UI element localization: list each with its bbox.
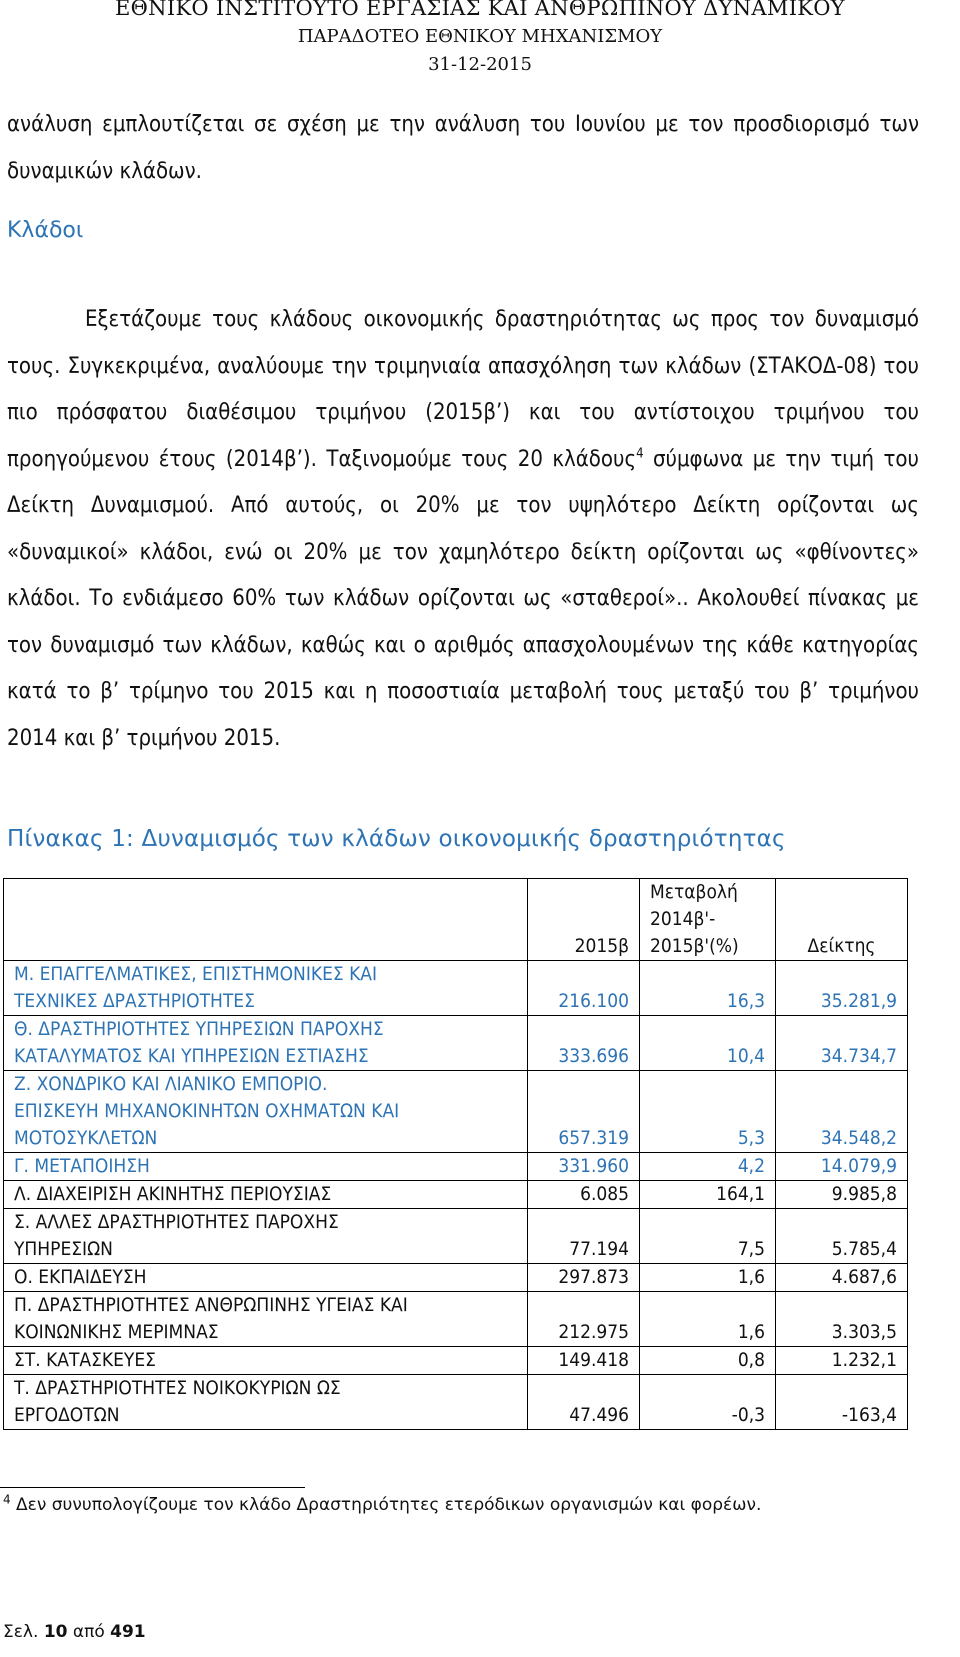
- cell-sector: [4, 1181, 528, 1209]
- cell-index: 14.079,9: [776, 1153, 908, 1181]
- cell-index: 4.687,6: [776, 1264, 908, 1292]
- page-number: [3, 1622, 146, 1642]
- cell-change-percent: 1,6: [640, 1292, 776, 1347]
- cell-index: 9.985,8: [776, 1181, 908, 1209]
- cell-sector: [4, 1016, 528, 1071]
- cell-sector: [4, 1375, 528, 1430]
- cell-index: -163,4: [776, 1375, 908, 1430]
- intro-paragraph: ανάλυση εμπλουτίζεται σε σχέση με την ανάλυση του Ιουνίου με τον προσδιορισμό των δυναμικών κλάδων.: [7, 112, 919, 184]
- header-change-line3: 2015β'(%): [650, 935, 739, 957]
- header-index: Δείκτης: [776, 879, 908, 961]
- sector-name-line1: Ζ. ΧΟΝΔΡΙΚΟ ΚΑΙ ΛΙΑΝΙΚΟ ΕΜΠΟΡΙΟ.: [14, 1073, 328, 1095]
- cell-value-2015b: 6.085: [528, 1181, 640, 1209]
- main-paragraph-part1: Εξετάζουμε τους κλάδους οικονομικής δραστηριότητας ως προς τον δυναμισμό τους. Συγκεκριμένα, αναλύουμε την τριμηνιαία απασχόληση των κλάδων (ΣΤΑΚΟΔ-08) του πιο πρόσφατου διαθέσιμου τριμήνου (2015β’) και του αντίστοιχου τριμήνου του προηγούμενου έτους (2014β’). Ταξινομούμε τους 20 κλάδους: [7, 307, 919, 472]
- cell-change-percent: 10,4: [640, 1016, 776, 1071]
- cell-change-percent: 5,3: [640, 1071, 776, 1153]
- header-deliverable: ΠΑΡΑΔΟΤΕΟ ΕΘΝΙΚΟΥ ΜΗΧΑΝΙΣΜΟΥ: [297, 26, 663, 47]
- page-total: 491: [110, 1622, 146, 1642]
- footnote: [3, 1492, 762, 1515]
- sector-name-line2: ΚΟΙΝΩΝΙΚΗΣ ΜΕΡΙΜΝΑΣ: [14, 1321, 219, 1343]
- cell-value-2015b: 297.873: [528, 1264, 640, 1292]
- footnote-divider: [0, 1487, 305, 1488]
- cell-value-2015b: 333.696: [528, 1016, 640, 1071]
- sector-name-line1: Γ. ΜΕΤΑΠΟΙΗΣΗ: [14, 1155, 150, 1177]
- cell-sector: [4, 1071, 528, 1153]
- cell-change-percent: 4,2: [640, 1153, 776, 1181]
- table-row: [4, 1292, 908, 1347]
- table-row: [4, 1209, 908, 1264]
- sector-name-line2: ΚΑΤΑΛΥΜΑΤΟΣ ΚΑΙ ΥΠΗΡΕΣΙΩΝ ΕΣΤΙΑΣΗΣ: [14, 1045, 369, 1067]
- table-row: [4, 1375, 908, 1430]
- sectors-table: [3, 878, 908, 1430]
- section-heading: Κλάδοι: [7, 218, 84, 243]
- sector-name-line1: ΣΤ. ΚΑΤΑΣΚΕΥΕΣ: [14, 1349, 156, 1371]
- footnote-text: Δεν συνυπολογίζουμε τον κλάδο Δραστηριότητες ετερόδικων οργανισμών και φορέων.: [10, 1495, 762, 1515]
- header-change-line1: Μεταβολή: [650, 881, 738, 903]
- table-row: [4, 1016, 908, 1071]
- header-year: 2015β: [528, 879, 640, 961]
- main-paragraph-part2: σύμφωνα με την τιμή του Δείκτη Δυναμισμού. Από αυτούς, οι 20% με τον υψηλότερο Δείκτη ορίζονται ως «δυναμικοί» κλάδοι, ενώ οι 20% με τον χαμηλότερο δείκτη ορίζονται ως «φθίνοντες» κλάδοι. Το ενδιάμεσο 60% των κλάδων ορίζονται ως «σταθεροί».. Ακολουθεί πίνακας με τον δυναμισμό των κλάδων, καθώς και ο αριθμός απασχολουμένων της κάθε κατηγορίας κατά το β’ τρίμηνο του 2015 και η ποσοστιαία μεταβολή τους μεταξύ του β’ τριμήνου 2014 και β’ τριμήνου 2015.: [7, 446, 919, 751]
- sector-name-line1: Ο. ΕΚΠΑΙΔΕΥΣΗ: [14, 1266, 147, 1288]
- cell-change-percent: 0,8: [640, 1347, 776, 1375]
- table-header-row: [4, 879, 908, 961]
- cell-change-percent: 7,5: [640, 1209, 776, 1264]
- cell-value-2015b: 216.100: [528, 961, 640, 1016]
- cell-value-2015b: 149.418: [528, 1347, 640, 1375]
- sector-name-line1: Π. ΔΡΑΣΤΗΡΙΟΤΗΤΕΣ ΑΝΘΡΩΠΙΝΗΣ ΥΓΕΙΑΣ ΚΑΙ: [14, 1294, 408, 1316]
- page-current: 10: [43, 1622, 68, 1642]
- cell-change-percent: 164,1: [640, 1181, 776, 1209]
- sector-name-line3: ΜΟΤΟΣΥΚΛΕΤΩΝ: [14, 1127, 158, 1149]
- cell-sector: [4, 1153, 528, 1181]
- sector-name-line2: ΕΠΙΣΚΕΥΗ ΜΗΧΑΝΟΚΙΝΗΤΩΝ ΟΧΗΜΑΤΩΝ ΚΑΙ: [14, 1100, 400, 1122]
- header-change: [640, 879, 776, 961]
- cell-index: 35.281,9: [776, 961, 908, 1016]
- cell-change-percent: 16,3: [640, 961, 776, 1016]
- cell-sector: [4, 1264, 528, 1292]
- page-of: από: [67, 1622, 111, 1642]
- sector-name-line1: Τ. ΔΡΑΣΤΗΡΙΟΤΗΤΕΣ ΝΟΙΚΟΚΥΡΙΩΝ ΩΣ: [14, 1377, 341, 1399]
- header-date: 31-12-2015: [428, 54, 532, 75]
- header-change-line2: 2014β'-: [650, 908, 716, 930]
- sector-name-line1: Θ. ΔΡΑΣΤΗΡΙΟΤΗΤΕΣ ΥΠΗΡΕΣΙΩΝ ΠΑΡΟΧΗΣ: [14, 1018, 384, 1040]
- cell-index: 1.232,1: [776, 1347, 908, 1375]
- table-row: [4, 1264, 908, 1292]
- cell-value-2015b: 47.496: [528, 1375, 640, 1430]
- cell-index: 3.303,5: [776, 1292, 908, 1347]
- cell-value-2015b: 331.960: [528, 1153, 640, 1181]
- cell-value-2015b: 77.194: [528, 1209, 640, 1264]
- sector-name-line1: Μ. ΕΠΑΓΓΕΛΜΑΤΙΚΕΣ, ΕΠΙΣΤΗΜΟΝΙΚΕΣ ΚΑΙ: [14, 963, 378, 985]
- main-paragraph: [7, 297, 919, 762]
- cell-index: 34.548,2: [776, 1071, 908, 1153]
- footnote-reference[interactable]: 4: [636, 446, 644, 462]
- page-label: Σελ.: [3, 1622, 44, 1642]
- cell-change-percent: -0,3: [640, 1375, 776, 1430]
- cell-value-2015b: 657.319: [528, 1071, 640, 1153]
- table-title: Πίνακας 1: Δυναμισμός των κλάδων οικονομικής δραστηριότητας: [7, 826, 786, 852]
- sector-name-line2: ΥΠΗΡΕΣΙΩΝ: [14, 1238, 113, 1260]
- cell-change-percent: 1,6: [640, 1264, 776, 1292]
- cell-value-2015b: 212.975: [528, 1292, 640, 1347]
- table-row: [4, 1071, 908, 1153]
- header-organization: ΕΘΝΙΚΟ ΙΝΣΤΙΤΟΥΤΟ ΕΡΓΑΣΙΑΣ ΚΑΙ ΑΝΘΡΩΠΙΝΟΥ ΔΥΝΑΜΙΚΟΥ: [115, 0, 845, 20]
- sector-name-line2: ΤΕΧΝΙΚΕΣ ΔΡΑΣΤΗΡΙΟΤΗΤΕΣ: [14, 990, 255, 1012]
- table-row: [4, 1181, 908, 1209]
- sector-name-line1: Λ. ΔΙΑΧΕΙΡΙΣΗ ΑΚΙΝΗΤΗΣ ΠΕΡΙΟΥΣΙΑΣ: [14, 1183, 332, 1205]
- header-sector: [4, 879, 528, 961]
- table-row: [4, 1347, 908, 1375]
- cell-sector: [4, 1209, 528, 1264]
- table-body: [4, 961, 908, 1430]
- cell-index: 5.785,4: [776, 1209, 908, 1264]
- footnote-number: 4: [3, 1492, 11, 1507]
- cell-sector: [4, 1292, 528, 1347]
- cell-index: 34.734,7: [776, 1016, 908, 1071]
- cell-sector: [4, 961, 528, 1016]
- cell-sector: [4, 1347, 528, 1375]
- sector-name-line1: Σ. ΑΛΛΕΣ ΔΡΑΣΤΗΡΙΟΤΗΤΕΣ ΠΑΡΟΧΗΣ: [14, 1211, 339, 1233]
- table-row: [4, 961, 908, 1016]
- sector-name-line2: ΕΡΓΟΔΟΤΩΝ: [14, 1404, 120, 1426]
- table-row: [4, 1153, 908, 1181]
